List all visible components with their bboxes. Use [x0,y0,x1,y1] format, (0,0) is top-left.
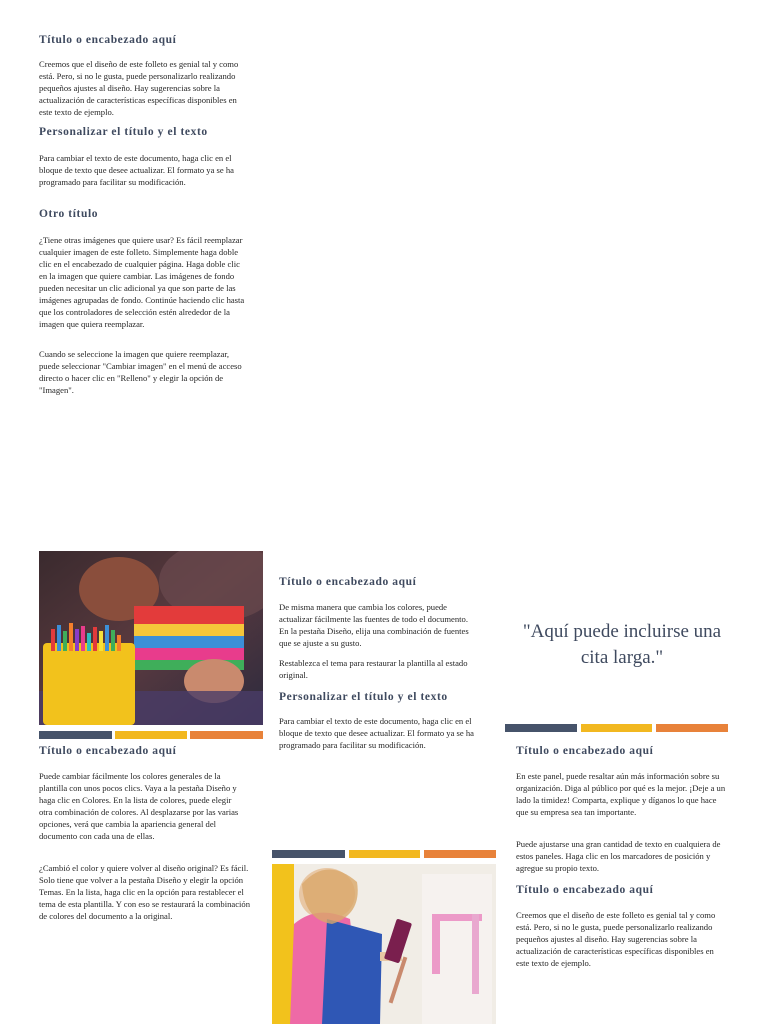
panel3-heading-1: Título o encabezado aquí [279,576,417,588]
accent-bar-orange [190,731,263,739]
panel1-paragraph-1: Creemos que el diseño de este folleto es genial tal y como está. Pero, si no le gusta, puede personalizarlo realizando pequeños ajustes al diseño. Hay sugerencias sobre la actualización de características específicas disponibles en este texto de ejemplo. [39,59,239,117]
panel3-paragraph-3: Para cambiar el texto de este documento, haga clic en el bloque de texto que desee actualizar. El formato ya se ha programado para facilitar su modificación. [279,716,474,750]
panel1-heading-1: Título o encabezado aquí [39,34,177,46]
panel4-heading-2: Título o encabezado aquí [516,884,654,896]
panel3-paragraph-2: Restablezca el tema para restaurar la plantilla al estado original. [279,658,468,680]
panel1-paragraph-2: Para cambiar el texto de este documento, haga clic en el bloque de texto que desee actualizar. El formato ya se ha programado para facilitar su modificación. [39,153,234,187]
panel4-heading-1: Título o encabezado aquí [516,745,654,757]
accent-bar-orange-3 [656,724,728,732]
accent-bar-navy [39,731,112,739]
panel4-paragraph-3: Creemos que el diseño de este folleto es genial tal y como está. Pero, si no le gusta, puede personalizarlo realizando pequeños ajustes al diseño. Hay sugerencias sobre la actualización de características específicas disponibles en este texto de ejemplo. [516,910,716,968]
panel2-paragraph-1: Puede cambiar fácilmente los colores generales de la plantilla con unos pocos clics. Vaya a la pestaña Diseño y haga clic en Colores. En la lista de colores, puede elegir otra combinación de colores. Al desplazarse por las varias opciones, verá que cambia la apariencia general del documento con cada una de ellas. [39,771,239,841]
accent-bar-orange-2 [424,850,496,858]
panel1-paragraph-3: ¿Tiene otras imágenes que quiere usar? Es fácil reemplazar cualquier imagen de este folleto. Simplemente haga doble clic en el encabezado de cualquier página. Haga doble clic en la imagen que quiere cambiar. Las imágenes de fondo pueden necesitar un clic adicional ya que son parte de las imágenes agrupadas de fondo. Continúe haciendo clic hasta que los controladores de selección estén alrededor de la imagen que quiera reemplazar. [39,235,245,329]
panel3-paragraph-1: De misma manera que cambia los colores, puede actualizar fácilmente las fuentes de todo el documento. En la pestaña Diseño, elija una combinación de fuentes que se ajuste a su gusto. [279,602,469,648]
accent-bar-gold-3 [581,724,652,732]
pull-quote: "Aquí puede incluirse una cita larga." [522,621,722,668]
accent-bar-gold [115,731,187,739]
panel1-paragraph-4: Cuando se seleccione la imagen que quiere reemplazar, puede seleccionar "Cambiar imagen" en el menú de acceso directo o hacer clic en "Relleno" y elegir la opción de "Imagen". [39,349,242,395]
accent-bar-navy-2 [272,850,345,858]
painting-photo [272,864,496,1024]
panel2-heading: Título o encabezado aquí [39,745,177,757]
crayons-photo [39,551,263,725]
panel3-heading-2: Personalizar el título y el texto [279,691,448,703]
panel4-paragraph-2: Puede ajustarse una gran cantidad de texto en cualquiera de estos paneles. Haga clic en los marcadores de posición y agregue su propio texto. [516,839,721,873]
panel4-paragraph-1: En este panel, puede resaltar aún más información sobre su organización. Diga al público por qué es la mejor. ¡Deje a un lado la timidez! Comparta, explique y díganos lo que hace que su empresa sea tan importante. [516,771,726,817]
accent-bar-gold-2 [349,850,420,858]
crayons-photo-graphic [39,551,263,725]
panel2-paragraph-2: ¿Cambió el color y quiere volver al diseño original? Es fácil. Solo tiene que volver a la pestaña Diseño y elegir la opción Temas. En la lista, haga clic en la opción para restablecer el tema de esta plantilla. Y con eso se restaurará la combinación de colores del documento a la original. [39,863,251,921]
accent-bar-navy-3 [505,724,577,732]
panel1-heading-3: Otro título [39,208,99,220]
painting-photo-graphic [272,864,496,1024]
panel1-heading-2: Personalizar el título y el texto [39,126,208,138]
